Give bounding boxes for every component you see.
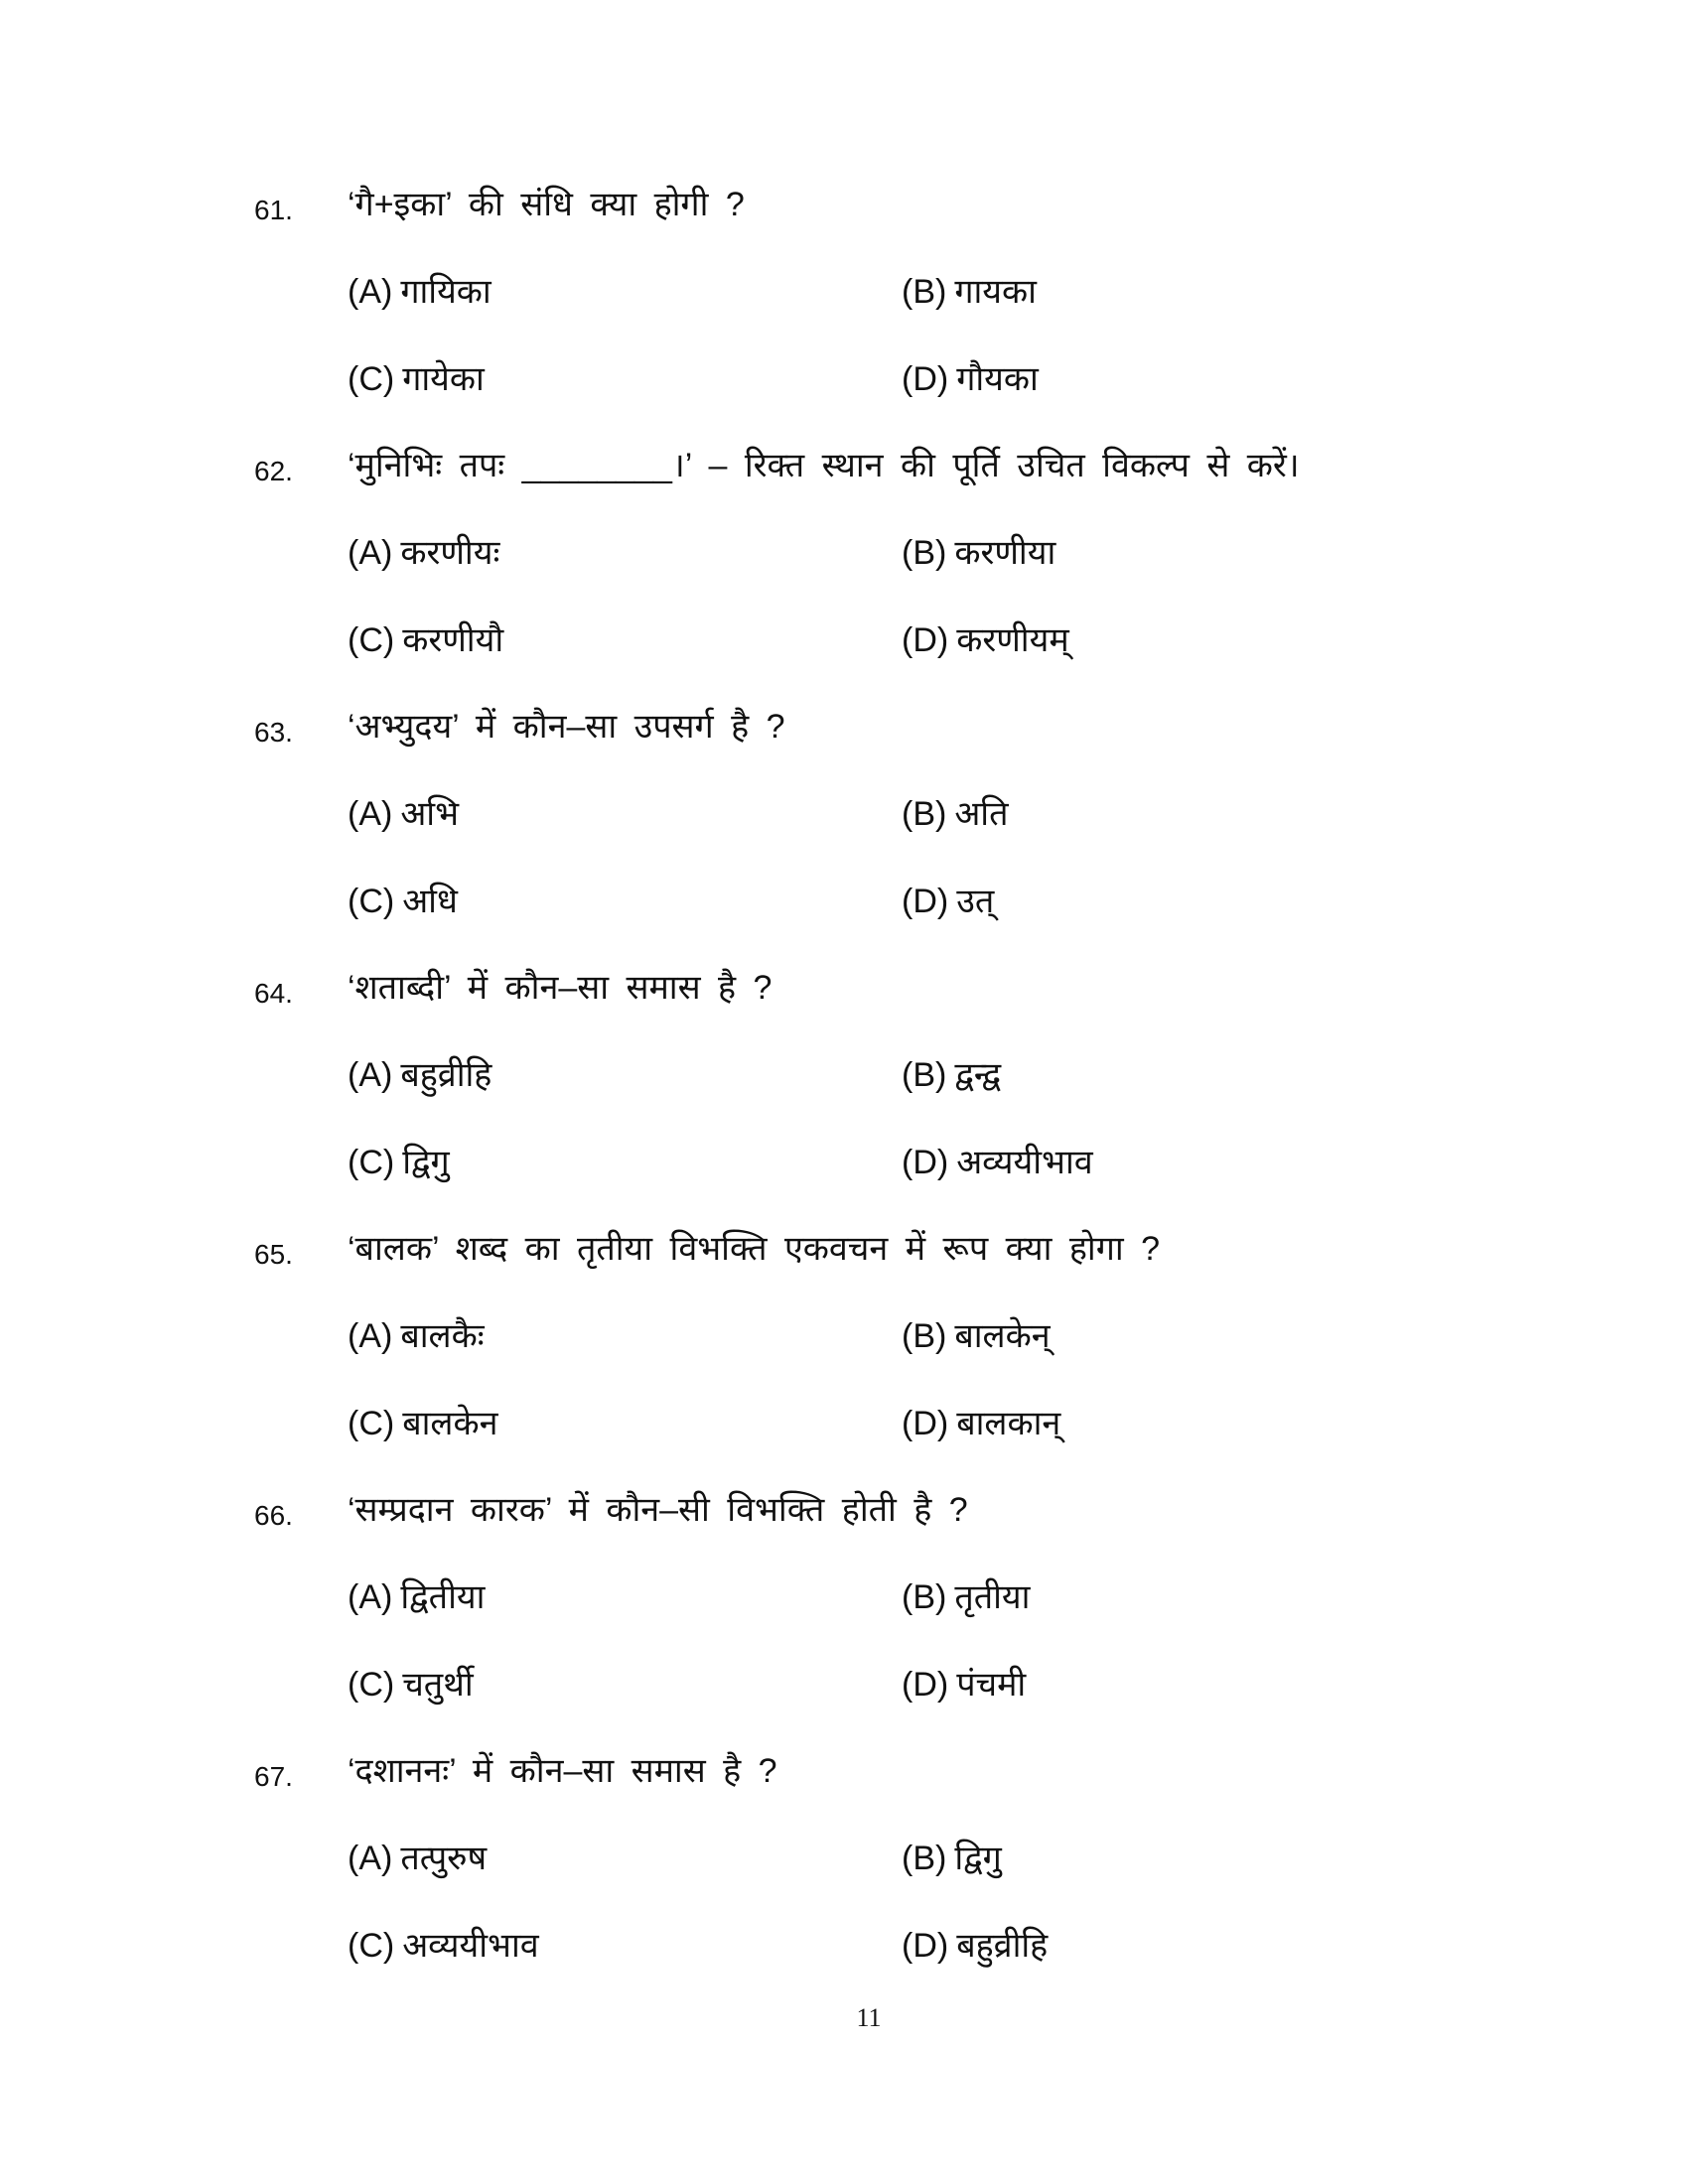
question-number: 64. bbox=[254, 978, 293, 1009]
option-label: (D) bbox=[902, 360, 949, 398]
option-label: (A) bbox=[348, 795, 393, 833]
question-number: 65. bbox=[254, 1239, 293, 1270]
question-text: ‘मुनिभिः तपः ________।’ – रिक्त स्थान की पूर्ति उचित विकल्प से करें। bbox=[348, 447, 1300, 484]
option-label: (A) bbox=[348, 534, 393, 572]
option-label: (B) bbox=[902, 1056, 947, 1094]
option-label: (A) bbox=[348, 1578, 393, 1616]
option-label: (B) bbox=[902, 1578, 947, 1616]
option bbox=[902, 618, 1069, 662]
option bbox=[348, 1402, 497, 1445]
option-text: बालकेन् bbox=[954, 1317, 1051, 1355]
option-text: अव्ययीभाव bbox=[956, 1144, 1093, 1181]
option-text: अभि bbox=[400, 795, 460, 833]
question-64 bbox=[0, 969, 1688, 1233]
option-label: (C) bbox=[348, 1405, 395, 1442]
option bbox=[348, 1924, 539, 1968]
question-number: 61. bbox=[254, 195, 293, 225]
option-label: (C) bbox=[348, 621, 395, 659]
option bbox=[902, 1924, 1048, 1968]
option bbox=[902, 1141, 1093, 1184]
option bbox=[348, 1141, 450, 1184]
question-text: ‘दशाननः’ में कौन–सा समास है ? bbox=[348, 1752, 777, 1790]
option-label: (A) bbox=[348, 1317, 393, 1355]
option-text: गायका bbox=[954, 273, 1037, 311]
question-number: 62. bbox=[254, 456, 293, 486]
option bbox=[902, 792, 1009, 836]
question-61 bbox=[0, 186, 1688, 450]
option-text: बहुव्रीहि bbox=[956, 1927, 1049, 1965]
option bbox=[348, 618, 503, 662]
option-text: करणीयः bbox=[400, 534, 500, 572]
question-67 bbox=[0, 1752, 1688, 2016]
option-label: (C) bbox=[348, 1927, 395, 1965]
option-text: पंचमी bbox=[956, 1666, 1027, 1704]
option-label: (B) bbox=[902, 795, 947, 833]
option-text: द्विगु bbox=[954, 1840, 1002, 1877]
option-label: (C) bbox=[348, 1144, 395, 1181]
question-65 bbox=[0, 1230, 1688, 1494]
question-number: 66. bbox=[254, 1500, 293, 1531]
option bbox=[902, 531, 1055, 575]
option-label: (A) bbox=[348, 1840, 393, 1877]
question-text: ‘बालक’ शब्द का तृतीया विभक्ति एकवचन में रूप क्या होगा ? bbox=[348, 1230, 1160, 1268]
option-text: गायेका bbox=[402, 360, 485, 398]
question-text: ‘शताब्दी’ में कौन–सा समास है ? bbox=[348, 969, 773, 1007]
option-text: अव्ययीभाव bbox=[402, 1927, 539, 1965]
option-text: द्विगु bbox=[402, 1144, 450, 1181]
option bbox=[348, 1837, 487, 1880]
option-text: तृतीया bbox=[954, 1578, 1031, 1616]
option-label: (B) bbox=[902, 1317, 947, 1355]
option-label: (A) bbox=[348, 273, 393, 311]
option bbox=[902, 1663, 1026, 1706]
option-text: करणीयौ bbox=[402, 621, 504, 659]
option bbox=[348, 792, 459, 836]
option bbox=[348, 1053, 492, 1097]
option bbox=[348, 1575, 485, 1619]
question-text: ‘सम्प्रदान कारक’ में कौन–सी विभक्ति होती है ? bbox=[348, 1491, 968, 1529]
option bbox=[902, 270, 1037, 314]
option-label: (D) bbox=[902, 1144, 949, 1181]
option bbox=[902, 1053, 1001, 1097]
option-label: (C) bbox=[348, 360, 395, 398]
option-text: गौयका bbox=[956, 360, 1039, 398]
option-text: बालकैः bbox=[400, 1317, 485, 1355]
option-label: (B) bbox=[902, 534, 947, 572]
option-text: करणीया bbox=[954, 534, 1056, 572]
option-label: (D) bbox=[902, 1666, 949, 1704]
question-text: ‘गै+इका’ की संधि क्या होगी ? bbox=[348, 186, 745, 223]
option bbox=[348, 357, 485, 401]
option-label: (A) bbox=[348, 1056, 393, 1094]
option-text: बालकान् bbox=[956, 1405, 1061, 1442]
option-text: अधि bbox=[402, 883, 458, 920]
question-63 bbox=[0, 708, 1688, 972]
option-text: करणीयम् bbox=[956, 621, 1069, 659]
option-text: द्वन्द्व bbox=[954, 1056, 1002, 1094]
option-label: (D) bbox=[902, 621, 949, 659]
option-label: (D) bbox=[902, 1405, 949, 1442]
option bbox=[348, 270, 492, 314]
option-label: (D) bbox=[902, 883, 949, 920]
option bbox=[902, 880, 994, 923]
option bbox=[348, 1314, 485, 1358]
option-label: (B) bbox=[902, 1840, 947, 1877]
option-text: द्वितीया bbox=[400, 1578, 486, 1616]
option-text: बहुव्रीहि bbox=[400, 1056, 492, 1094]
option bbox=[348, 531, 499, 575]
option bbox=[902, 1314, 1051, 1358]
option bbox=[348, 1663, 474, 1706]
option-text: गायिका bbox=[400, 273, 492, 311]
option bbox=[902, 357, 1039, 401]
option-text: चतुर्थी bbox=[402, 1666, 474, 1704]
question-number: 67. bbox=[254, 1761, 293, 1792]
option-label: (B) bbox=[902, 273, 947, 311]
option bbox=[902, 1402, 1060, 1445]
option bbox=[348, 880, 458, 923]
option-label: (C) bbox=[348, 883, 395, 920]
question-66 bbox=[0, 1491, 1688, 1755]
option bbox=[902, 1837, 1002, 1880]
option-label: (C) bbox=[348, 1666, 395, 1704]
option bbox=[902, 1575, 1030, 1619]
question-62 bbox=[0, 447, 1688, 711]
option-text: बालकेन bbox=[402, 1405, 498, 1442]
option-text: उत् bbox=[956, 883, 995, 920]
option-text: अति bbox=[954, 795, 1009, 833]
option-text: तत्पुरुष bbox=[400, 1840, 488, 1877]
page-number: 11 bbox=[856, 2003, 882, 2032]
option-label: (D) bbox=[902, 1927, 949, 1965]
question-number: 63. bbox=[254, 717, 293, 748]
question-text: ‘अभ्युदय’ में कौन–सा उपसर्ग है ? bbox=[348, 708, 785, 746]
